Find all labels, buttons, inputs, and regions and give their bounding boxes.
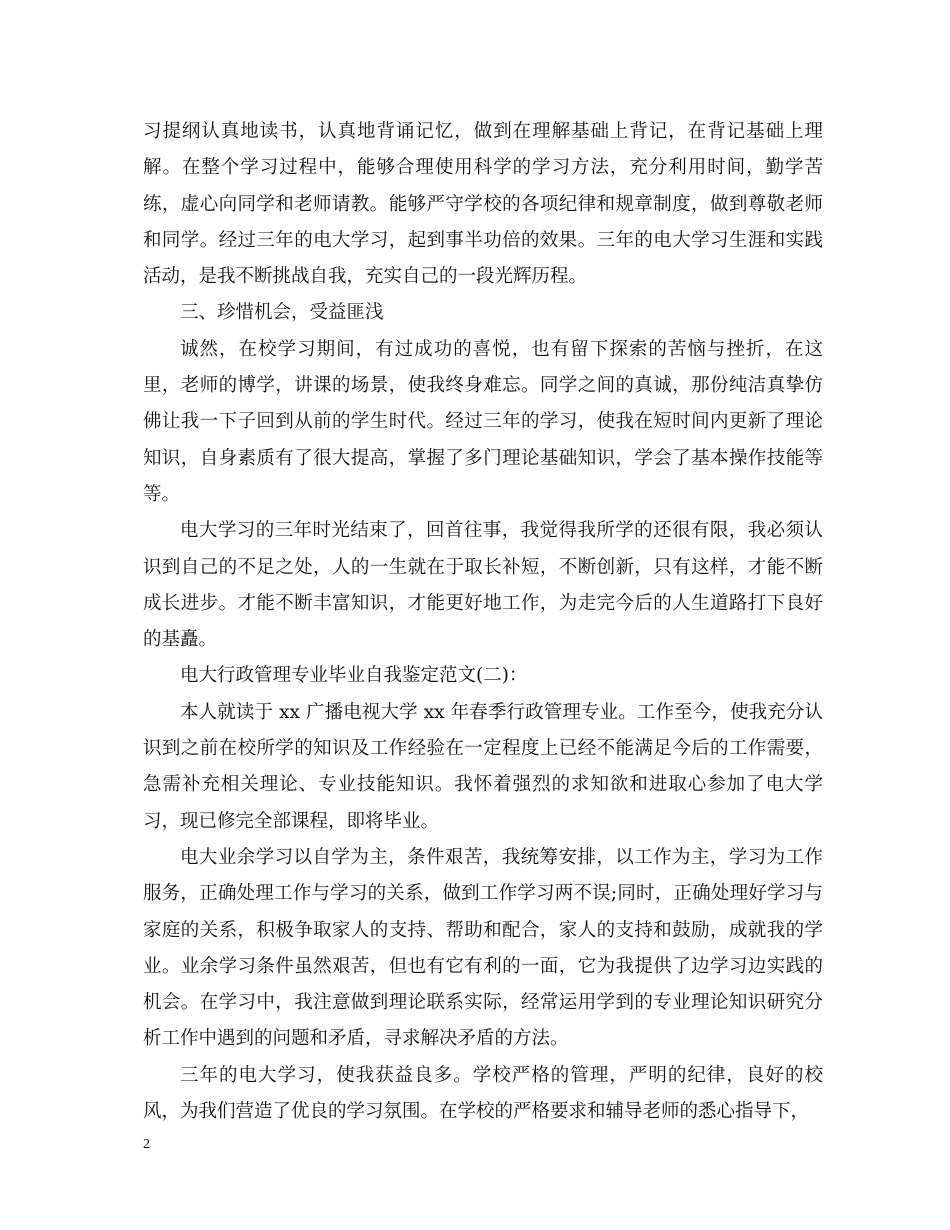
page-number: 2 — [143, 1137, 150, 1152]
paragraph-4: 电大学习的三年时光结束了，回首往事，我觉得我所学的还很有限，我必须认识到自己的不足之处，人的一生就在于取长补短，不断创新，只有这样，才能不断成长进步。才能不断丰富知识，才能更好地工作，为走完今后的人生道路打下良好的基矗。 — [143, 520, 823, 651]
paragraph-3: 诚然，在校学习期间，有过成功的喜悦，也有留下探索的苦恼与挫折，在这里，老师的博学，讲课的场景，使我终身难忘。同学之间的真诚，那份纯洁真挚仿佛让我一下子回到从前的学生时代。经过三年的学习，使我在短时间内更新了理论知识，自身素质有了很大提高，掌握了多门理论基础知识，学会了基本操作技能等等。 — [143, 338, 823, 505]
document-body — [143, 114, 823, 1130]
paragraph-7: 电大业余学习以自学为主，条件艰苦，我统筹安排，以工作为主，学习为工作服务，正确处理工作与学习的关系，做到工作学习两不误;同时，正确处理好学习与家庭的关系，积极争取家人的支持、帮助和配合，家人的支持和鼓励，成就我的学业。业余学习条件虽然艰苦，但也有它有利的一面，它为我提供了边学习边实践的机会。在学习中，我注意做到理论联系实际，经常运用学到的专业理论知识研究分析工作中遇到的问题和矛盾，寻求解决矛盾的方法。 — [143, 846, 823, 1050]
section-heading: 三、珍惜机会，受益匪浅 — [180, 302, 384, 324]
sample-title: 电大行政管理专业毕业自我鉴定范文(二)： — [180, 665, 528, 687]
paragraph-1: 习提纲认真地读书，认真地背诵记忆，做到在理解基础上背记，在背记基础上理解。在整个学习过程中，能够合理使用科学的学习方法，充分利用时间，勤学苦练，虚心向同学和老师请教。能够严守学校的各项纪律和规章制度，做到尊敬老师和同学。经过三年的电大学习，起到事半功倍的效果。三年的电大学习生涯和实践活动，是我不断挑战自我，充实自己的一段光辉历程。 — [143, 121, 823, 288]
paragraph-8: 三年的电大学习，使我获益良多。学校严格的管理，严明的纪律，良好的校风，为我们营造了优良的学习氛围。在学校的严格要求和辅导老师的悉心指导下， — [143, 1064, 823, 1123]
paragraph-6: 本人就读于 xx 广播电视大学 xx 年春季行政管理专业。工作至今，使我充分认识到之前在校所学的知识及工作经验在一定程度上已经不能满足今后的工作需要，急需补充相关理论、专业技能知识。我怀着强烈的求知欲和进取心参加了电大学习，现已修完全部课程，即将毕业。 — [143, 701, 823, 832]
